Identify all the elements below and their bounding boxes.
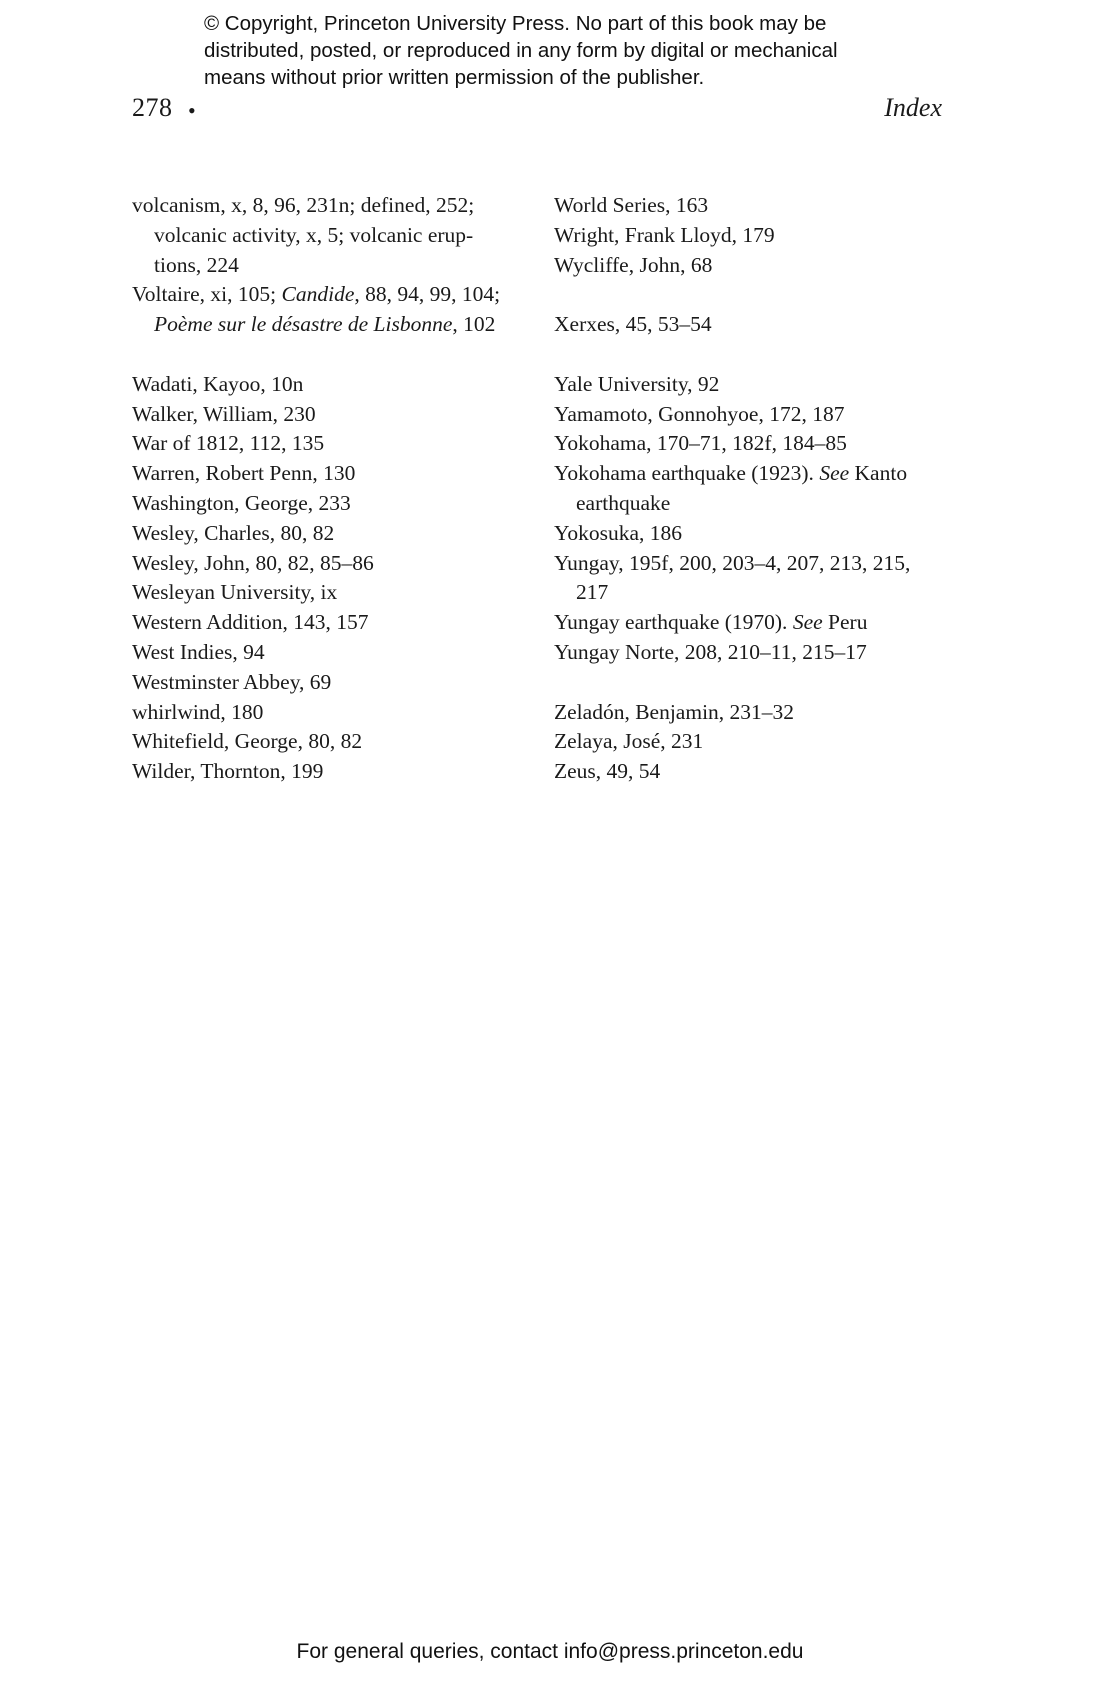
see-reference: See — [819, 461, 850, 486]
index-entry: Wilder, Thornton, 199 — [132, 759, 324, 784]
index-entry: Zeladón, Benjamin, 231–32 — [554, 699, 795, 724]
copyright-notice — [204, 10, 924, 91]
index-entry-yungay-earthquake: Yungay earthquake (1970). See Peru — [554, 610, 868, 635]
index-entry: Warren, Robert Penn, 130 — [132, 461, 356, 486]
footer-contact: For general queries, contact info@press.princeton.edu — [296, 1640, 804, 1663]
index-entry: Washington, George, 233 — [132, 490, 351, 515]
index-entry-yokohama-earthquake: Yokohama earthquake (1923). See Kanto earthquake — [554, 461, 908, 515]
index-entry-volcanism: volcanism, x, 8, 96, 231n; defined, 252; volcanic activity, x, 5; volcanic erup- tions, 224 — [132, 193, 475, 277]
index-entry: Zelaya, José, 231 — [554, 729, 704, 754]
index-entry: Yungay Norte, 208, 210–11, 215–17 — [554, 639, 867, 664]
index-entry: Yale University, 92 — [554, 371, 720, 396]
section-title: Index — [884, 93, 942, 122]
copyright-line: © Copyright, Princeton University Press. No part of this book may be — [204, 12, 827, 35]
index-entry: Wesley, Charles, 80, 82 — [132, 520, 335, 545]
copyright-line: means without prior written permission of the publisher. — [204, 66, 705, 89]
index-entry: Whitefield, George, 80, 82 — [132, 729, 363, 754]
index-entry: Western Addition, 143, 157 — [132, 610, 369, 635]
index-entry-voltaire: Voltaire, xi, 105; Candide, 88, 94, 99, 104; Poème sur le désastre de Lisbonne, 102 — [132, 282, 501, 337]
index-entry-yungay: Yungay, 195f, 200, 203–4, 207, 213, 215, 217 — [554, 550, 911, 605]
index-entry: whirlwind, 180 — [132, 699, 264, 724]
index-entry: Xerxes, 45, 53–54 — [554, 312, 712, 337]
index-entry: Wadati, Kayoo, 10n — [132, 371, 304, 396]
index-entry: War of 1812, 112, 135 — [132, 431, 325, 456]
index-entry: Wright, Frank Lloyd, 179 — [554, 222, 775, 247]
index-entry: Wesleyan University, ix — [132, 580, 338, 605]
index-entry: Zeus, 49, 54 — [554, 759, 661, 784]
index-entry: Yokohama, 170–71, 182f, 184–85 — [554, 431, 847, 456]
index-entry: Walker, William, 230 — [132, 401, 316, 426]
book-title: Candide — [281, 282, 355, 307]
book-title: Poème sur le désastre de Lisbonne — [154, 312, 453, 337]
index-entry: Wycliffe, John, 68 — [554, 252, 713, 277]
index-entry: Yokosuka, 186 — [554, 520, 683, 545]
page-number: 278 — [132, 93, 173, 122]
running-head — [132, 93, 942, 129]
index-column-left — [132, 191, 532, 787]
index-column-right — [554, 191, 954, 787]
index-entry: Yamamoto, Gonnohyoe, 172, 187 — [554, 401, 845, 426]
index-entry: West Indies, 94 — [132, 639, 265, 664]
index-entry: Wesley, John, 80, 82, 85–86 — [132, 550, 374, 575]
copyright-line: distributed, posted, or reproduced in any form by digital or mechanical — [204, 39, 838, 62]
index-entry: World Series, 163 — [554, 193, 709, 217]
header-separator: • — [188, 98, 196, 123]
see-reference: See — [792, 610, 823, 635]
index-entry: Westminster Abbey, 69 — [132, 669, 332, 694]
